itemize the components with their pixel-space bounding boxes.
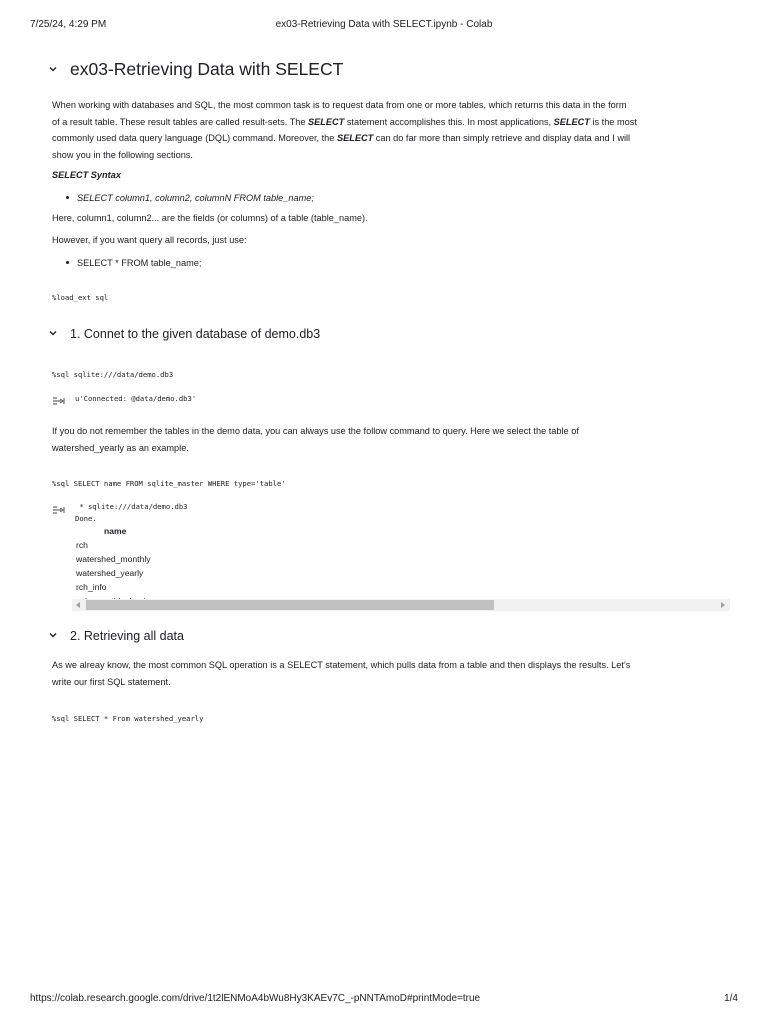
section-heading-retrieving[interactable] bbox=[48, 629, 184, 643]
intro-line-3: commonly used data query language (DQL) command. Moreover, the SELECT can do far more than simply retrieve and display data and I will bbox=[52, 133, 631, 144]
table-header: name bbox=[104, 526, 127, 536]
section-title: 2. Retrieving all data bbox=[70, 629, 184, 643]
chevron-down-icon[interactable] bbox=[48, 630, 60, 642]
chevron-down-icon[interactable] bbox=[48, 64, 60, 76]
section-heading-connect[interactable] bbox=[48, 327, 320, 341]
syntax-bullet: SELECT column1, column2, columnN FROM table_name; bbox=[66, 191, 314, 205]
bullet-dot bbox=[66, 196, 69, 199]
intro-line-2: of a result table. These result tables are called result-sets. The SELECT statement accomplishes this. In most applications, SELECT is the most bbox=[52, 116, 637, 127]
intro-paragraph bbox=[52, 97, 692, 163]
print-page-title: ex03-Retrieving Data with SELECT.ipynb - Colab bbox=[275, 19, 493, 30]
syntax-note: Here, column1, column2... are the fields (or columns) of a table (table_name). bbox=[52, 213, 368, 223]
all-records-bullet: SELECT * FROM table_name; bbox=[66, 256, 201, 270]
output-arrow-icon[interactable] bbox=[52, 502, 66, 512]
horizontal-scrollbar[interactable] bbox=[72, 599, 730, 611]
print-url: https://colab.research.google.com/drive/1t2lENMoA4bWu8Hy3KAEv7C_-pNNTAmoD#printMode=true bbox=[30, 993, 481, 1004]
print-datetime: 7/25/24, 4:29 PM bbox=[30, 19, 107, 30]
intro-line-4: show you in the following sections. bbox=[52, 149, 193, 160]
code-cell-load-ext[interactable]: %load_ext sql bbox=[52, 293, 109, 302]
scrollbar-thumb[interactable] bbox=[86, 600, 494, 610]
intro-line-1: When working with databases and SQL, the most common task is to request data from one or more tables, which returns this data in the form bbox=[52, 100, 627, 110]
code-cell-query-tables[interactable]: %sql SELECT name FROM sqlite_master WHERE type='table' bbox=[52, 479, 286, 488]
query-output-done: Done. bbox=[75, 514, 97, 523]
output-table-viewport bbox=[70, 523, 270, 597]
scroll-right-icon[interactable] bbox=[721, 602, 725, 608]
table-row: rch_info bbox=[76, 582, 107, 592]
output-arrow-icon[interactable] bbox=[52, 393, 66, 403]
page-number: 1/4 bbox=[724, 993, 738, 1004]
all-records-note: However, if you want query all records, just use: bbox=[52, 235, 247, 245]
table-row: watershed_monthly bbox=[76, 554, 151, 564]
tables-paragraph: If you do not remember the tables in the demo data, you can always use the follow command to query. Here we select the table of watershed_yearly as an example. bbox=[52, 426, 579, 453]
print-header bbox=[0, 19, 768, 33]
retrieving-paragraph: As we alreay know, the most common SQL operation is a SELECT statement, which pulls data from a table and then displays the results. Let's write our first SQL statement. bbox=[52, 660, 631, 687]
section-title: 1. Connet to the given database of demo.db3 bbox=[70, 327, 321, 341]
code-cell-select-all[interactable]: %sql SELECT * From watershed_yearly bbox=[52, 714, 204, 723]
syntax-label: SELECT Syntax bbox=[52, 170, 121, 180]
scroll-left-icon[interactable] bbox=[76, 602, 80, 608]
connect-output: u'Connected: @data/demo.db3' bbox=[75, 394, 197, 403]
query-output-connection: * sqlite:///data/demo.db3 bbox=[75, 502, 188, 511]
bullet-dot bbox=[66, 261, 69, 264]
table-row: rch bbox=[76, 540, 88, 550]
code-cell-connect[interactable]: %sql sqlite:///data/demo.db3 bbox=[52, 370, 174, 379]
print-footer bbox=[0, 993, 768, 1007]
chevron-down-icon[interactable] bbox=[48, 328, 60, 340]
main-section-heading[interactable] bbox=[48, 59, 343, 80]
page-title: ex03-Retrieving Data with SELECT bbox=[70, 59, 344, 79]
table-row: watershed_yearly bbox=[76, 568, 144, 578]
